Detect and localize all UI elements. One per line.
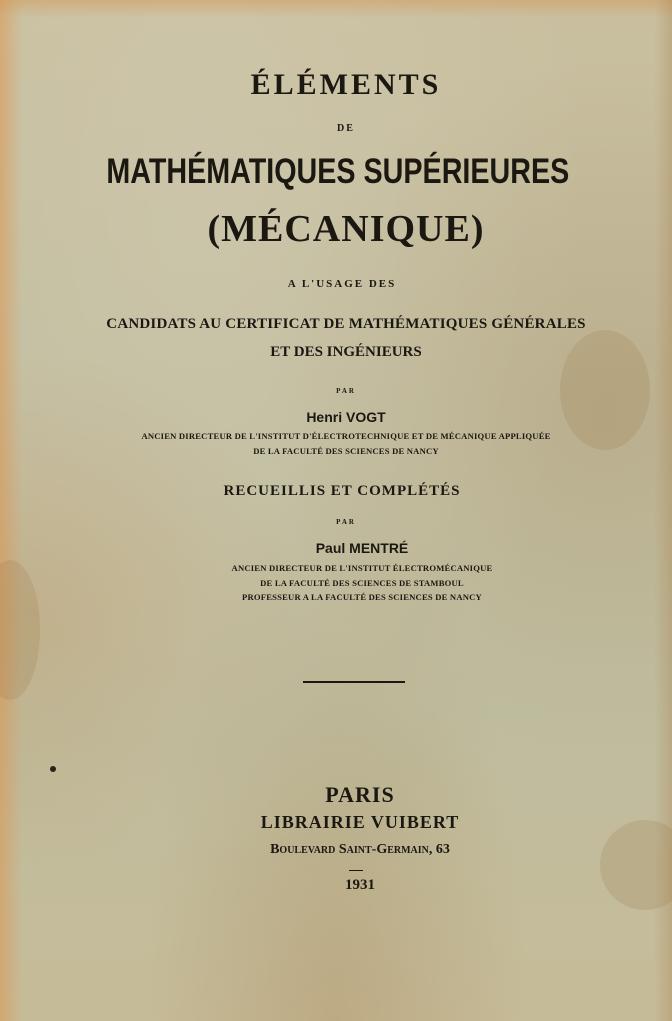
- paper-edge-top: [0, 0, 672, 18]
- author-1-affiliation-1: ANCIEN DIRECTEUR DE L'INSTITUT D'ÉLECTROTECHNIQUE ET DE MÉCANIQUE APPLIQUÉE: [141, 431, 551, 441]
- usage-line: A L'USAGE DES: [287, 278, 397, 290]
- author-2-affiliation-2: DE LA FACULTÉ DES SCIENCES DE STAMBOUL: [260, 578, 464, 588]
- par-label-2: PAR: [336, 518, 356, 526]
- title-line-3: (MÉCANIQUE): [207, 208, 485, 250]
- author-2-name: Paul MENTRÉ: [315, 540, 409, 556]
- author-2-affiliation-1: ANCIEN DIRECTEUR DE L'INSTITUT ÉLECTROMÉCANIQUE: [231, 563, 493, 573]
- collected-line: RECUEILLIS ET COMPLÉTÉS: [223, 483, 461, 499]
- paper-speck: [50, 766, 56, 772]
- publisher-city: PARIS: [325, 782, 395, 807]
- publisher-name: LIBRAIRIE VUIBERT: [260, 812, 460, 832]
- title-line-1: ÉLÉMENTS: [250, 68, 442, 101]
- audience-line-2: ET DES INGÉNIEURS: [270, 344, 422, 360]
- publication-year: 1931: [345, 877, 375, 893]
- author-2-affiliation-3: PROFESSEUR A LA FACULTÉ DES SCIENCES DE NANCY: [242, 592, 482, 602]
- author-1-name: Henri VOGT: [306, 409, 386, 425]
- publisher-address: Boulevard Saint-Germain, 63: [270, 842, 450, 857]
- title-de: DE: [337, 123, 355, 134]
- paper-edge-left: [0, 0, 22, 1021]
- audience-line-1: CANDIDATS AU CERTIFICAT DE MATHÉMATIQUES GÉNÉRALES: [106, 316, 586, 332]
- year-dash: [349, 870, 363, 871]
- par-label-1: PAR: [336, 387, 356, 395]
- paper-stain: [600, 820, 672, 910]
- divider-rule: [303, 681, 405, 683]
- title-line-2: MATHÉMATIQUES SUPÉRIEURES: [106, 152, 570, 191]
- author-1-affiliation-2: DE LA FACULTÉ DES SCIENCES DE NANCY: [253, 446, 439, 456]
